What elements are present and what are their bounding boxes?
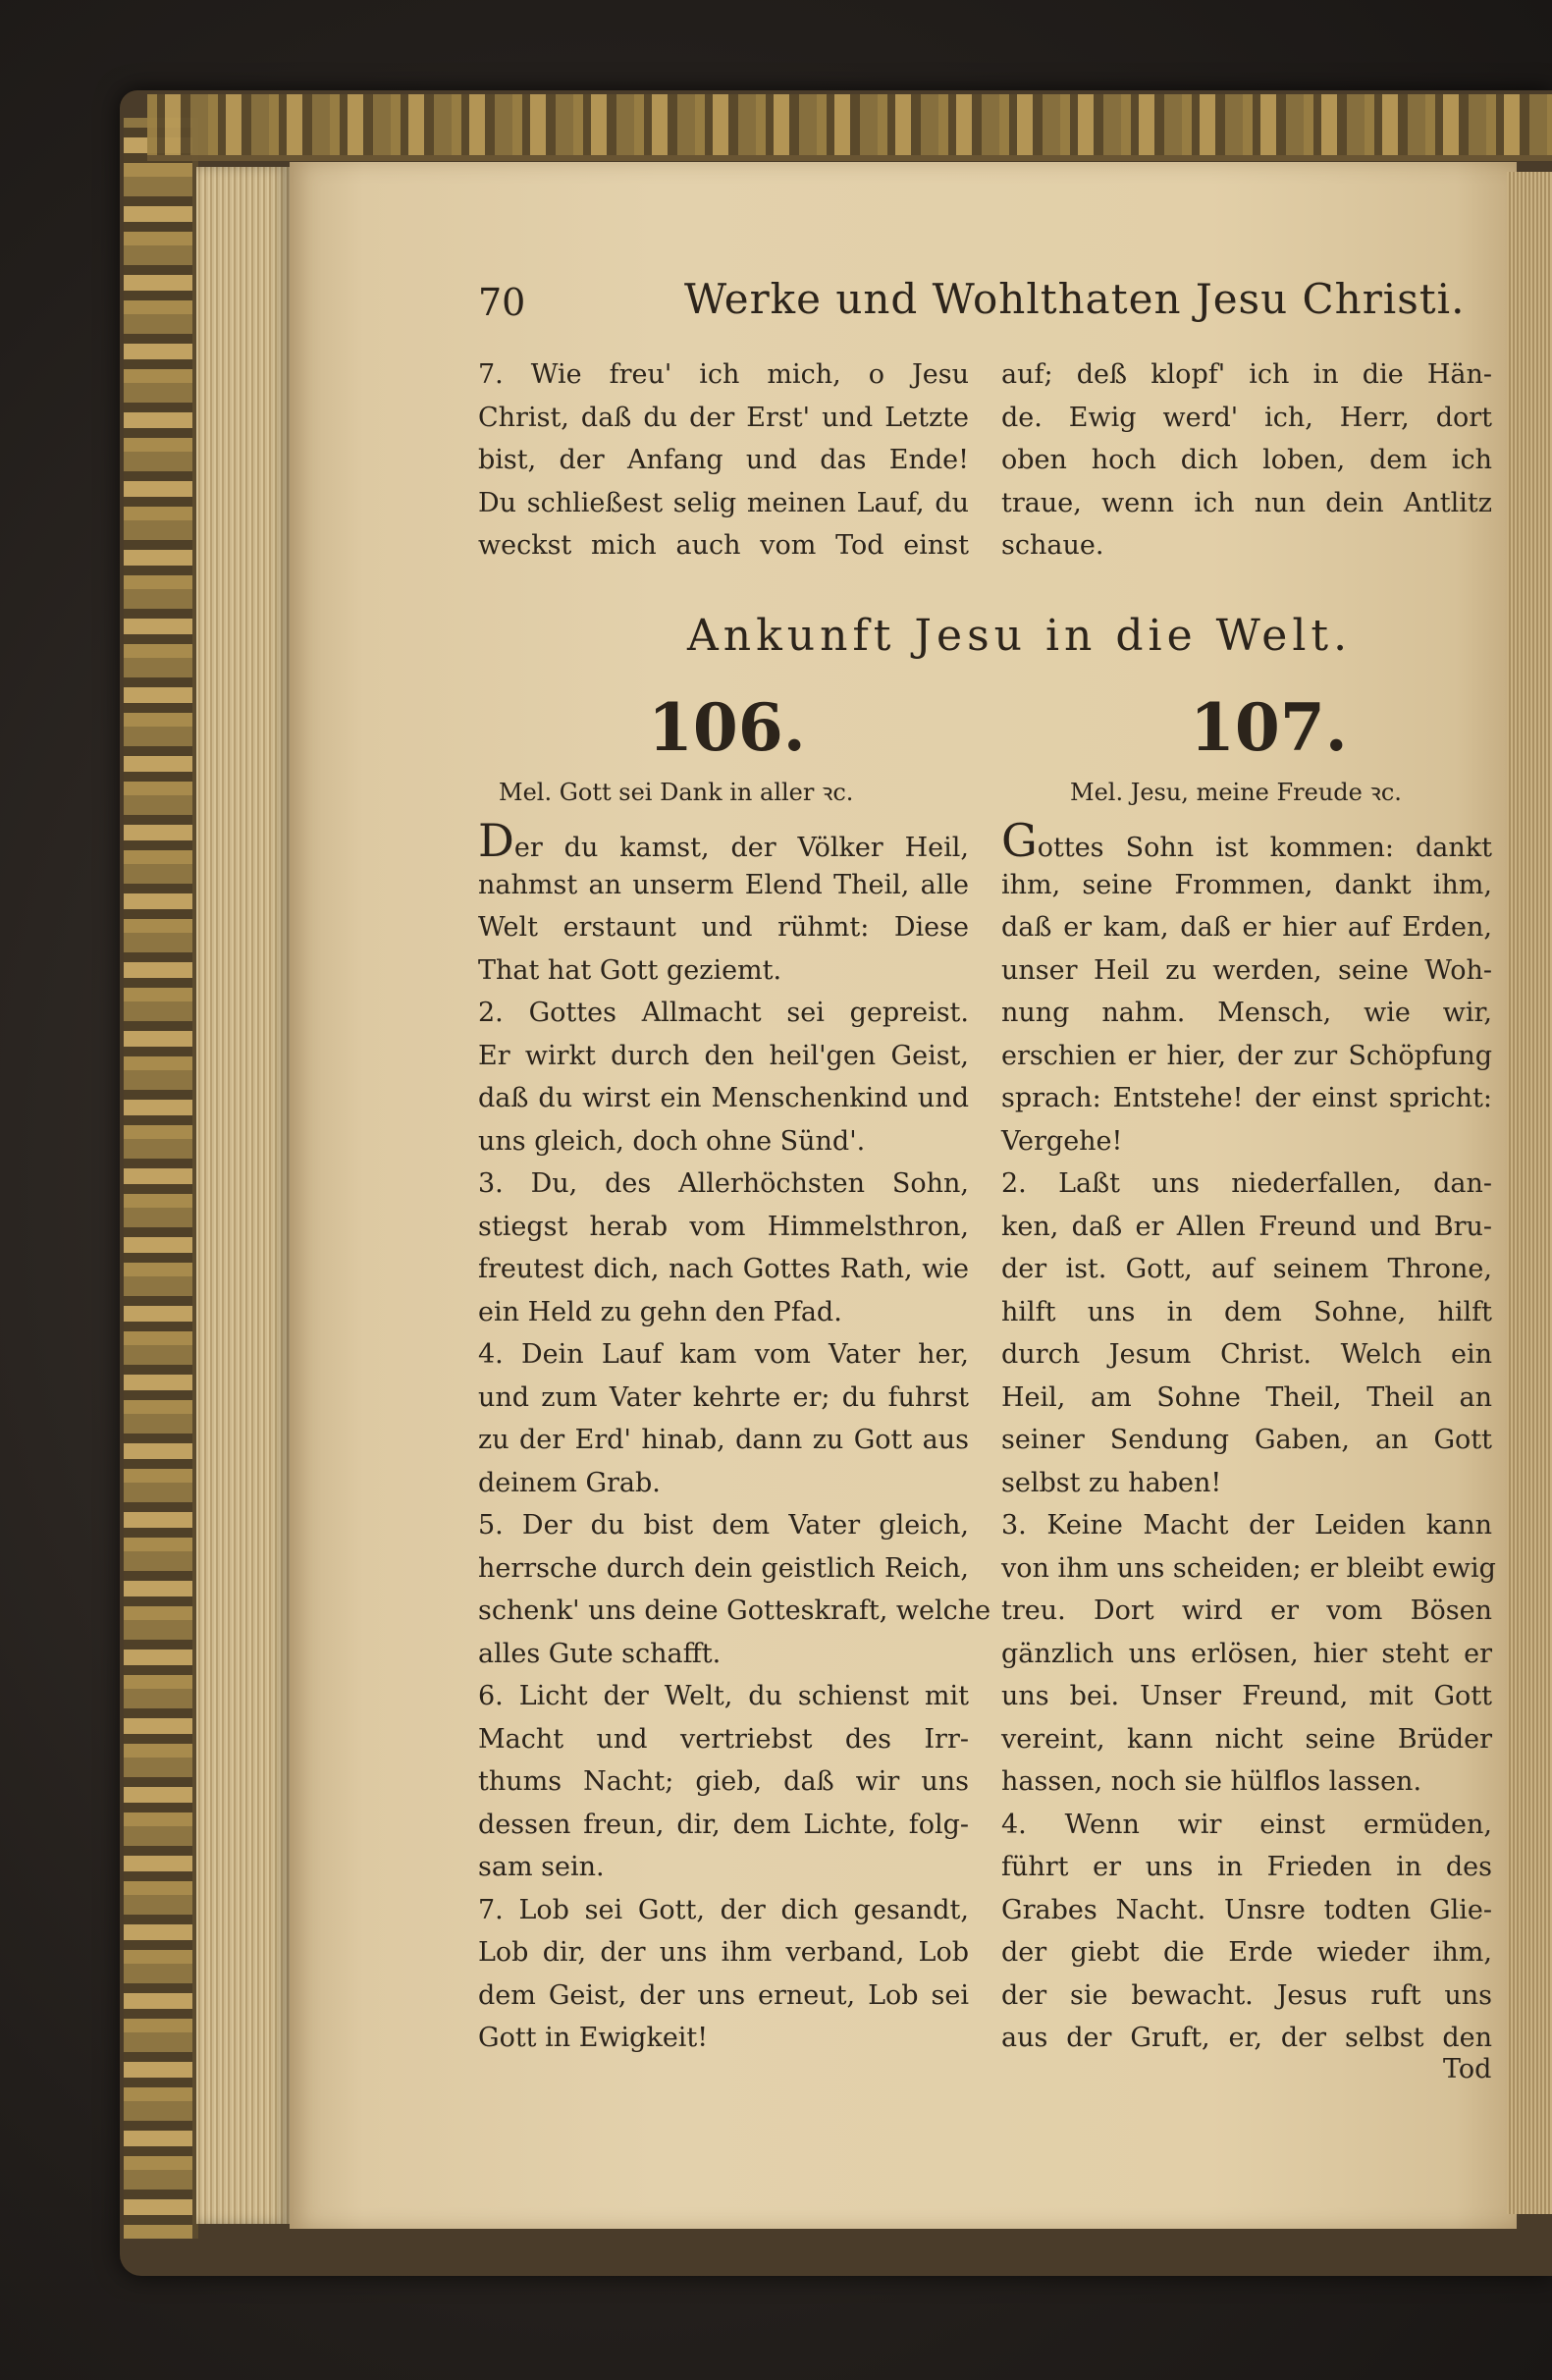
catchword: Tod — [1443, 2054, 1492, 2084]
text-line: zu der Erd' hinab, dann zu Gott aus — [478, 1425, 969, 1455]
hymn-106-column — [478, 814, 991, 2060]
text-line: Vergehe! — [1001, 1125, 1123, 1157]
text-line: 3. Du, des Allerhöchsten Sohn, — [478, 1168, 969, 1199]
text-line: 6. Licht der Welt, du schienst mit — [478, 1681, 969, 1711]
text-line: alles Gute schafft. — [478, 1638, 722, 1669]
text-line: vereint, kann nicht seine Brüder — [1001, 1723, 1492, 1755]
text-line: Lob dir, der uns ihm verband, Lob — [478, 1937, 969, 1968]
text-line: 2. Gottes Allmacht sei gepreist. — [478, 998, 969, 1028]
text-line: herrsche durch dein geistlich Reich, — [478, 1552, 969, 1584]
text-line: Er wirkt durch den heil'gen Geist, — [478, 1040, 969, 1071]
text-line: Macht und vertriebst des Irr- — [478, 1723, 969, 1755]
text-line: führt er uns in Frieden in des — [1001, 1852, 1492, 1882]
prev-hymn-right-column — [1001, 353, 1492, 568]
text-line: Du schließest selig meinen Lauf, du — [478, 487, 969, 518]
cover-ornament-left — [124, 118, 198, 2239]
melody-note-106: Mel. Gott sei Dank in aller ꝛc. — [499, 779, 854, 806]
text-line: dem Geist, der uns erneut, Lob sei — [478, 1979, 969, 2011]
text-line: unser Heil zu werden, seine Woh- — [1001, 954, 1492, 986]
text-line: durch Jesum Christ. Welch ein — [1001, 1339, 1492, 1370]
cover-ornament-top — [147, 94, 1552, 161]
text-line: weckst mich auch vom Tod einst — [478, 530, 969, 561]
text-line: Grabes Nacht. Unsre todten Glie- — [1001, 1894, 1492, 1925]
text-line: 7. Lob sei Gott, der dich gesandt, — [478, 1894, 969, 1925]
text-line: nung nahm. Mensch, wie wir, — [1001, 998, 1492, 1028]
text-line: selbst zu haben! — [1001, 1467, 1222, 1498]
text-line: 5. Der du bist dem Vater gleich, — [478, 1510, 969, 1541]
text-line: Christ, daß du der Erst' und Letzte — [478, 402, 969, 433]
text-line: Gott in Ewigkeit! — [478, 2023, 709, 2053]
section-heading: Ankunft Jesu in die Welt. — [687, 611, 1353, 661]
text-line: erschien er hier, der zur Schöpfung — [1001, 1040, 1492, 1071]
text-line: auf; deß klopf' ich in die Hän- — [1001, 359, 1492, 390]
hymn-number-106: 106. — [648, 689, 806, 766]
text-line: ihm, seine Frommen, dankt ihm, — [1001, 869, 1492, 900]
melody-note-107: Mel. Jesu, meine Freude ꝛc. — [1070, 779, 1402, 806]
text-line: freutest dich, nach Gottes Rath, wie — [478, 1254, 969, 1284]
prev-hymn-left-column — [478, 353, 969, 568]
text-line: daß er kam, daß er hier auf Erden, — [1001, 912, 1492, 943]
dropcap: D — [478, 814, 514, 867]
text-line: Der du kamst, der Völker Heil, — [478, 814, 969, 867]
text-line: sprach: Entstehe! der einst spricht: — [1001, 1083, 1492, 1113]
text-line: That hat Gott geziemt. — [478, 954, 782, 986]
dropcap: G — [1001, 814, 1038, 867]
text-line: aus der Gruft, er, der selbst den — [1001, 2023, 1492, 2053]
text-line: stiegst herab vom Himmelsthron, — [478, 1211, 969, 1242]
text-line: 4. Wenn wir einst ermüden, — [1001, 1809, 1492, 1840]
text-line: der sie bewacht. Jesus ruft uns — [1001, 1979, 1492, 2011]
text-line: thums Nacht; gieb, daß wir uns — [478, 1766, 969, 1797]
text-line: uns gleich, doch ohne Sünd'. — [478, 1125, 866, 1157]
text-line: ken, daß er Allen Freund und Bru- — [1001, 1211, 1492, 1242]
hymn-107-column — [1001, 814, 1496, 2060]
text-line: schaue. — [1001, 530, 1104, 561]
text-line: schenk' uns deine Gotteskraft, welche — [478, 1596, 991, 1626]
text-line: oben hoch dich loben, dem ich — [1001, 445, 1492, 475]
text-line: 2. Laßt uns niederfallen, dan- — [1001, 1168, 1492, 1199]
page-stack-edge — [196, 167, 290, 2224]
text-line: daß du wirst ein Menschenkind und — [478, 1083, 969, 1113]
text-line: Gottes Sohn ist kommen: dankt — [1001, 814, 1492, 867]
text-line: sam sein. — [478, 1852, 605, 1882]
text-line: uns bei. Unser Freund, mit Gott — [1001, 1681, 1492, 1711]
running-title: Werke und Wohlthaten Jesu Christi. — [684, 275, 1466, 323]
text-line: Heil, am Sohne Theil, Theil an — [1001, 1381, 1492, 1413]
hymn-number-107: 107. — [1190, 689, 1348, 766]
page-number: 70 — [478, 281, 526, 324]
text-line: 4. Dein Lauf kam vom Vater her, — [478, 1339, 969, 1370]
text-line: treu. Dort wird er vom Bösen — [1001, 1596, 1492, 1626]
text-line: und zum Vater kehrte er; du fuhrst — [478, 1381, 969, 1413]
text-line: nahmst an unserm Elend Theil, alle — [478, 869, 969, 900]
page-header — [478, 275, 1504, 334]
text-line: ein Held zu gehn den Pfad. — [478, 1296, 842, 1327]
facing-page-edge — [1507, 172, 1552, 2214]
text-line: seiner Sendung Gaben, an Gott — [1001, 1425, 1492, 1455]
text-line: dessen freun, dir, dem Lichte, folg- — [478, 1809, 969, 1840]
text-line: traue, wenn ich nun dein Antlitz — [1001, 487, 1492, 518]
text-line: der ist. Gott, auf seinem Throne, — [1001, 1254, 1492, 1284]
text-line: Welt erstaunt und rühmt: Diese — [478, 912, 969, 943]
text-line: von ihm uns scheiden; er bleibt ewig — [1001, 1552, 1496, 1584]
text-line: 3. Keine Macht der Leiden kann — [1001, 1510, 1492, 1541]
text-line: hassen, noch sie hülflos lassen. — [1001, 1766, 1422, 1797]
text-line: deinem Grab. — [478, 1467, 661, 1498]
text-line: der giebt die Erde wieder ihm, — [1001, 1937, 1492, 1968]
text-line: bist, der Anfang und das Ende! — [478, 445, 969, 475]
text-line: gänzlich uns erlösen, hier steht er — [1001, 1638, 1492, 1669]
text-line: 7. Wie freu' ich mich, o Jesu — [478, 359, 969, 390]
text-line: hilft uns in dem Sohne, hilft — [1001, 1296, 1492, 1327]
text-line: de. Ewig werd' ich, Herr, dort — [1001, 402, 1492, 433]
